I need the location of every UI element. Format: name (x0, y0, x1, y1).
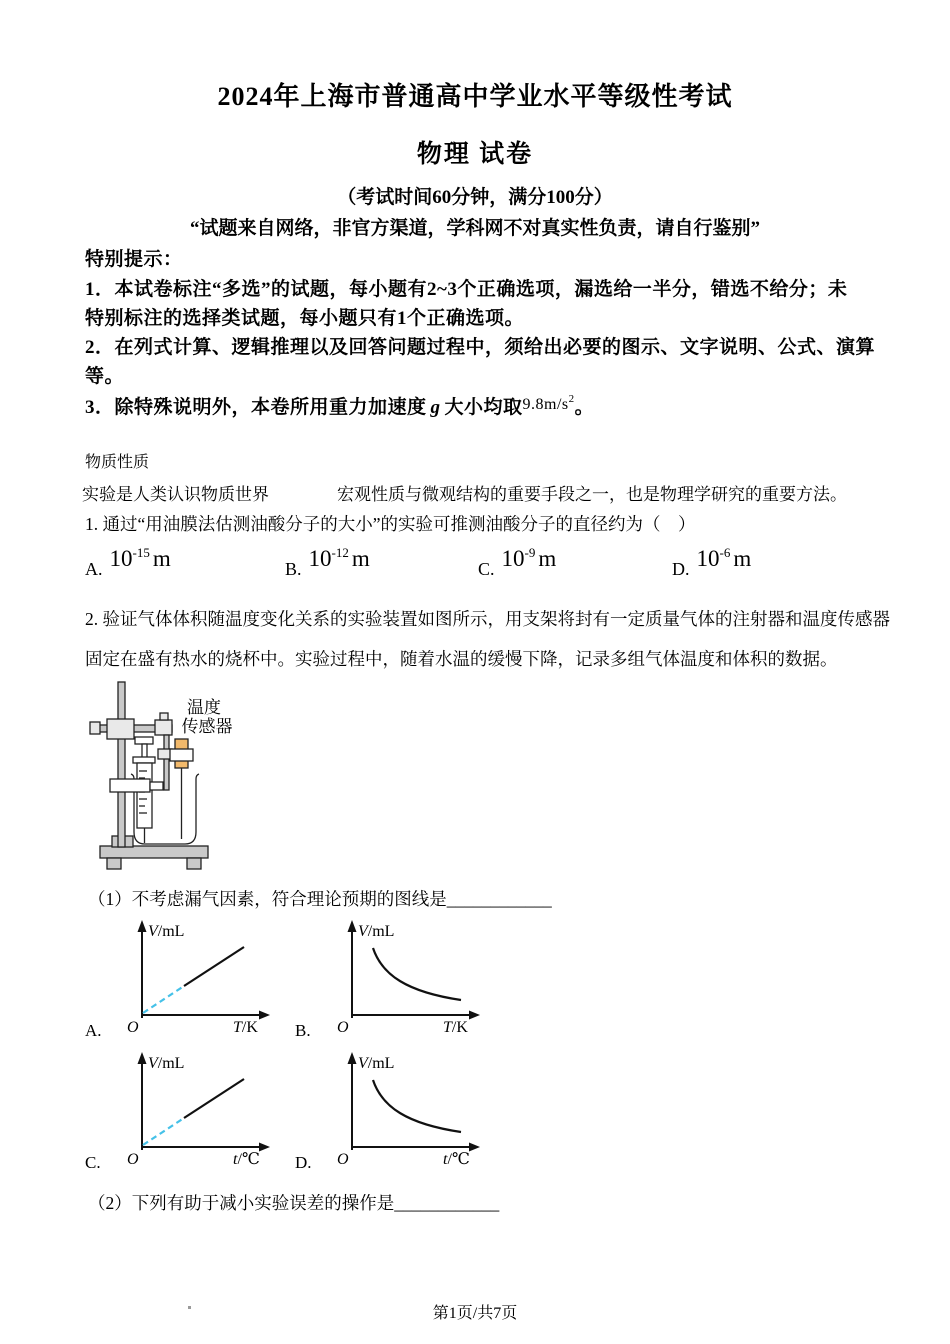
question-2-line-2: 固定在盛有热水的烧杯中。实验过程中，随着水温的缓慢下降，记录多组气体温度和体积的数据。 (85, 649, 838, 669)
stand-rod (118, 682, 125, 847)
data-curve (373, 1080, 461, 1132)
graph-option-a (83, 918, 293, 1043)
gravity-symbol: g (430, 397, 441, 418)
question-2-sub-1: （1）不考虑漏气因素，符合理论预期的图线是____________ (88, 889, 552, 909)
y-axis-arrow-icon (348, 920, 357, 932)
dashed-extrapolation-line (143, 986, 184, 1013)
stand-foot-right (187, 858, 201, 869)
y-axis-label: V/mL (358, 1055, 395, 1072)
page-title: 2024年上海市普通高中学业水平等级性考试 (217, 82, 733, 111)
graph-label-a: A. (85, 1021, 102, 1040)
q1-option-d (672, 545, 752, 579)
sensor-rod (164, 735, 169, 790)
question-1-text: 1. 通过“用油膜法估测油酸分子的大小”的实验可推测油酸分子的直径约为（ ） (85, 514, 696, 534)
origin-label: O (127, 1151, 139, 1168)
x-axis-label: t/℃ (233, 1151, 260, 1168)
sensor-label-line-1: 温度 (187, 698, 221, 717)
syringe-barrel (137, 763, 152, 828)
exam-subtitle: 物理 试卷 (416, 141, 534, 168)
graph-option-b (293, 918, 503, 1043)
notice-line-5-prefix: 3．除特殊说明外，本卷所用重力加速度 (85, 397, 427, 418)
notice-line-5-mid: 大小均取 (444, 397, 523, 418)
syringe-flange (133, 757, 155, 763)
graph-label-b: B. (295, 1021, 311, 1040)
syringe-holder-clamp (110, 779, 150, 792)
option-b-value: $10^{-12}$ m (308, 545, 370, 571)
section-label: 物质性质 (85, 454, 150, 471)
option-a-label: A. (85, 559, 103, 579)
q1-option-c (478, 545, 557, 579)
syringe-plunger-cap (135, 737, 153, 744)
x-axis-arrow-icon (469, 1143, 480, 1152)
sensor-clamp-band (170, 749, 193, 761)
notice-line-1: 1．本试卷标注“多选”的试题，每小题有2~3个正确选项，漏选给一半分，错选不给分；未 (85, 279, 848, 300)
y-axis-label: V/mL (358, 923, 395, 940)
holder-connector (150, 782, 163, 790)
q1-option-b (285, 545, 370, 579)
question-2-sub-2: （2）下列有助于减小实验误差的操作是____________ (88, 1193, 500, 1213)
x-axis-label: t/℃ (443, 1151, 470, 1168)
x-axis-arrow-icon (259, 1143, 270, 1152)
q1-option-a (85, 545, 171, 579)
option-a-value: $10^{-15}$ m (109, 545, 171, 571)
x-axis-label: T/K (233, 1019, 258, 1036)
notice-line-3: 2．在列式计算、逻辑推理以及回答问题过程中，须给出必要的图示、文字说明、公式、演算 (85, 337, 876, 358)
question-2-line-1: 2. 验证气体体积随温度变化关系的实验装置如图所示，用支架将封有一定质量气体的注射器和温度传感器 (85, 609, 890, 629)
y-axis-arrow-icon (138, 1052, 147, 1064)
data-line (184, 1079, 244, 1118)
graph-label-c: C. (85, 1153, 101, 1172)
exam-info: （考试时间60分钟，满分100分） (337, 187, 613, 208)
option-c-value: $10^{-9}$ m (501, 545, 557, 571)
notice-line-4: 等。 (85, 366, 125, 387)
x-axis-arrow-icon (469, 1011, 480, 1020)
data-line (184, 947, 244, 986)
origin-label: O (127, 1019, 139, 1036)
notice-line-2: 特别标注的选择类试题，每小题只有1个正确选项。 (85, 308, 525, 329)
stand-arm-end-cap (90, 722, 100, 734)
disclaimer: “试题来自网络，非官方渠道，学科网不对真实性负责，请自行鉴别” (189, 218, 760, 239)
section-intro: 实验是人类认识物质世界 宏观性质与微观结构的重要手段之一，也是物理学研究的重要方法。 (82, 485, 847, 504)
page-footer: 第1页/共7页 (432, 1305, 518, 1322)
origin-label: O (337, 1019, 349, 1036)
gravity-value: 9.8m/s2 (522, 393, 575, 413)
y-axis-arrow-icon (348, 1052, 357, 1064)
stand-cross-clamp (107, 719, 134, 739)
stand-base (100, 846, 208, 858)
sensor-label-line-2: 传感器 (181, 717, 233, 736)
data-curve (373, 948, 461, 1000)
apparatus-figure (85, 675, 245, 875)
y-axis-arrow-icon (138, 920, 147, 932)
graph-option-d (293, 1050, 503, 1175)
option-b-label: B. (285, 559, 302, 579)
x-axis-label: T/K (443, 1019, 468, 1036)
y-axis-label: V/mL (148, 1055, 185, 1072)
stand-foot-left (107, 858, 121, 869)
option-c-label: C. (478, 559, 495, 579)
graph-option-c (83, 1050, 293, 1175)
right-clamp-knob (160, 713, 168, 720)
dashed-extrapolation-line (143, 1118, 184, 1145)
notice-heading: 特别提示： (85, 249, 183, 270)
notice-line-5 (85, 392, 594, 419)
gravity-exponent: 2 (568, 393, 575, 405)
x-axis-arrow-icon (259, 1011, 270, 1020)
right-clamp (155, 720, 172, 735)
option-d-label: D. (672, 559, 690, 579)
option-d-value: $10^{-6}$ m (696, 545, 752, 571)
origin-label: O (337, 1151, 349, 1168)
notice-line-5-end: 。 (574, 397, 595, 418)
y-axis-label: V/mL (148, 923, 185, 940)
graph-label-d: D. (295, 1153, 312, 1172)
